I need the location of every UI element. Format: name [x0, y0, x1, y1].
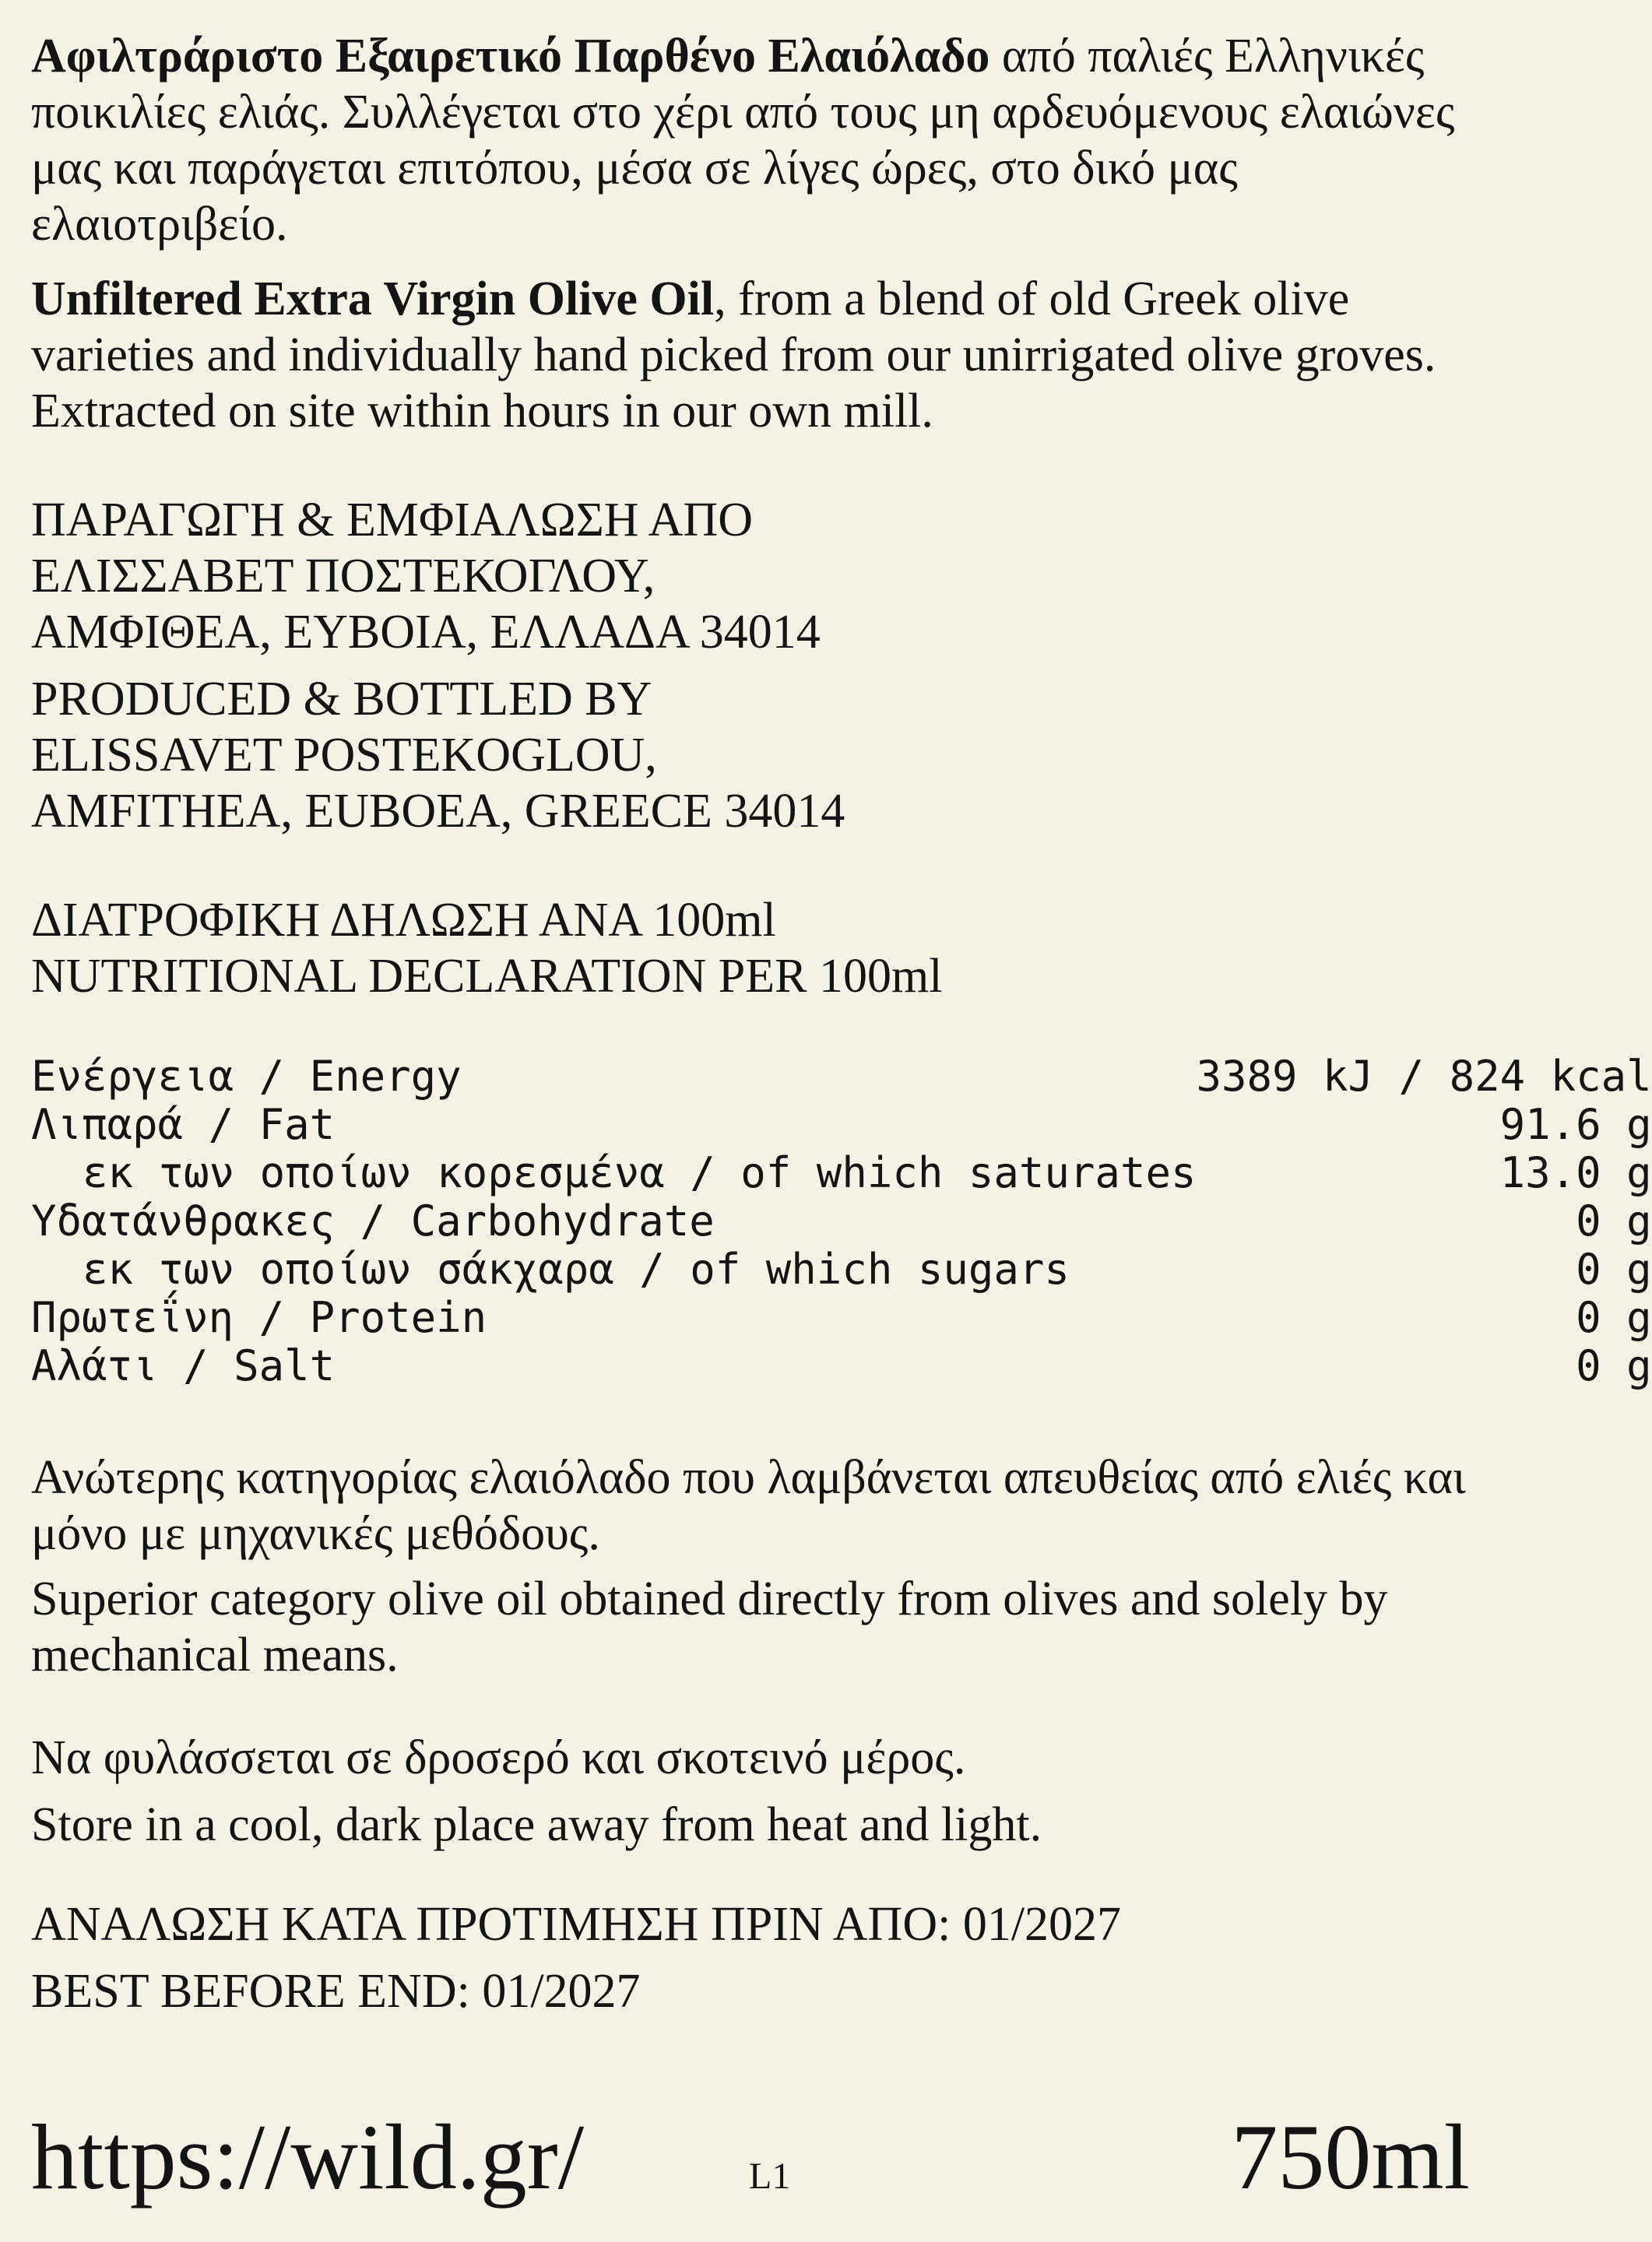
producer-english-line1: PRODUCED & BOTTLED BY — [31, 673, 652, 726]
intro-english-text: , from a blend of old Greek olive varieties and individually hand picked from our unirrigated olive groves. Extracted on site within hours in our own mill. — [31, 272, 1436, 438]
website-link[interactable]: https://wild.gr/ — [31, 2105, 585, 2209]
nutrition-label: Αλάτι / Salt — [31, 1341, 336, 1390]
nutrition-row-sugars — [31, 1246, 1652, 1294]
nutrition-value: 0 g — [1576, 1245, 1652, 1294]
storage-greek: Να φυλάσσεται σε δροσερό και σκοτεινό μέρος. — [31, 1731, 966, 1784]
producer-english-line2: ELISSAVET POSTEKOGLOU, — [31, 729, 657, 782]
intro-greek-title: Αφιλτράριστο Εξαιρετικό Παρθένο Ελαιόλαδο — [31, 30, 990, 83]
intro-greek-text: από παλιές Ελληνικές ποικιλίες ελιάς. Συλλέγεται στο χέρι από τους μη αρδευόμενους ελαιώνες μας και παράγεται επιτόπου, μέσα σε λίγες ώρες, στο δικό μας ελαιοτριβείο. — [31, 30, 1455, 251]
nutrition-label: Υδατάνθρακες / Carbohydrate — [31, 1197, 715, 1246]
producer-greek-line1: ΠΑΡΑΓΩΓΗ & ΕΜΦΙΑΛΩΣΗ ΑΠΟ — [31, 494, 753, 546]
nutrition-table — [31, 1052, 1652, 1390]
nutrition-value: 0 g — [1576, 1197, 1652, 1246]
intro-greek — [31, 28, 1470, 252]
nutrition-label: εκ των οποίων σάκχαρα / of which sugars — [83, 1245, 1070, 1294]
nutrition-value: 13.0 g — [1499, 1148, 1652, 1197]
nutrition-label: Λιπαρά / Fat — [31, 1100, 336, 1149]
best-before-greek: ΑΝΑΛΩΣΗ ΚΑΤΑ ΠΡΟΤΙΜΗΣΗ ΠΡΙΝ ΑΠΟ: 01/2027 — [31, 1898, 1122, 1951]
bottle-volume: 750ml — [1231, 2105, 1470, 2209]
nutrition-row-energy — [31, 1052, 1652, 1101]
producer-greek-line3: ΑΜΦΙΘΕΑ, ΕΥΒΟΙΑ, ΕΛΛΑΔΑ 34014 — [31, 606, 821, 659]
nutrition-value: 3389 kJ / 824 kcal — [1196, 1052, 1652, 1101]
label-footer — [31, 2107, 1470, 2208]
nutrition-value: 91.6 g — [1499, 1100, 1652, 1149]
intro-english — [31, 271, 1470, 439]
producer-english — [31, 671, 1470, 839]
producer-english-line3: AMFITHEA, EUBOEA, GREECE 34014 — [31, 785, 845, 838]
product-label — [31, 28, 1652, 2019]
nutrition-value: 0 g — [1576, 1293, 1652, 1342]
nutrition-label: εκ των οποίων κορεσμένα / of which saturates — [83, 1148, 1197, 1197]
nutrition-value: 0 g — [1576, 1341, 1652, 1390]
nutrition-title-english: NUTRITIONAL DECLARATION PER 100ml — [31, 950, 943, 1003]
nutrition-label: Πρωτεΐνη / Protein — [31, 1293, 487, 1342]
producer-greek — [31, 492, 1470, 660]
producer-greek-line2: ΕΛΙΣΣΑΒΕΤ ΠΟΣΤΕΚΟΓΛΟΥ, — [31, 550, 656, 603]
nutrition-row-carbohydrate — [31, 1197, 1652, 1246]
category-english: Superior category olive oil obtained directly from olives and solely by mechanical means. — [31, 1573, 1388, 1682]
nutrition-row-protein — [31, 1294, 1652, 1342]
storage-english: Store in a cool, dark place away from heat and light. — [31, 1798, 1042, 1851]
best-before-english: BEST BEFORE END: 01/2027 — [31, 1965, 641, 2018]
lot-number: L1 — [749, 2156, 791, 2197]
intro-english-title: Unfiltered Extra Virgin Olive Oil — [31, 272, 715, 325]
nutrition-label: Ενέργεια / Energy — [31, 1052, 462, 1101]
nutrition-row-salt — [31, 1342, 1652, 1390]
nutrition-title-greek: ΔΙΑΤΡΟΦΙΚΗ ΔΗΛΩΣΗ ΑΝΑ 100ml — [31, 894, 776, 947]
category-greek: Ανώτερης κατηγορίας ελαιόλαδο που λαμβάνεται απευθείας από ελιές και μόνο με μηχανικές μεθόδους. — [31, 1451, 1466, 1560]
nutrition-heading — [31, 892, 1470, 1004]
nutrition-row-saturates — [31, 1149, 1652, 1197]
nutrition-row-fat — [31, 1101, 1652, 1149]
